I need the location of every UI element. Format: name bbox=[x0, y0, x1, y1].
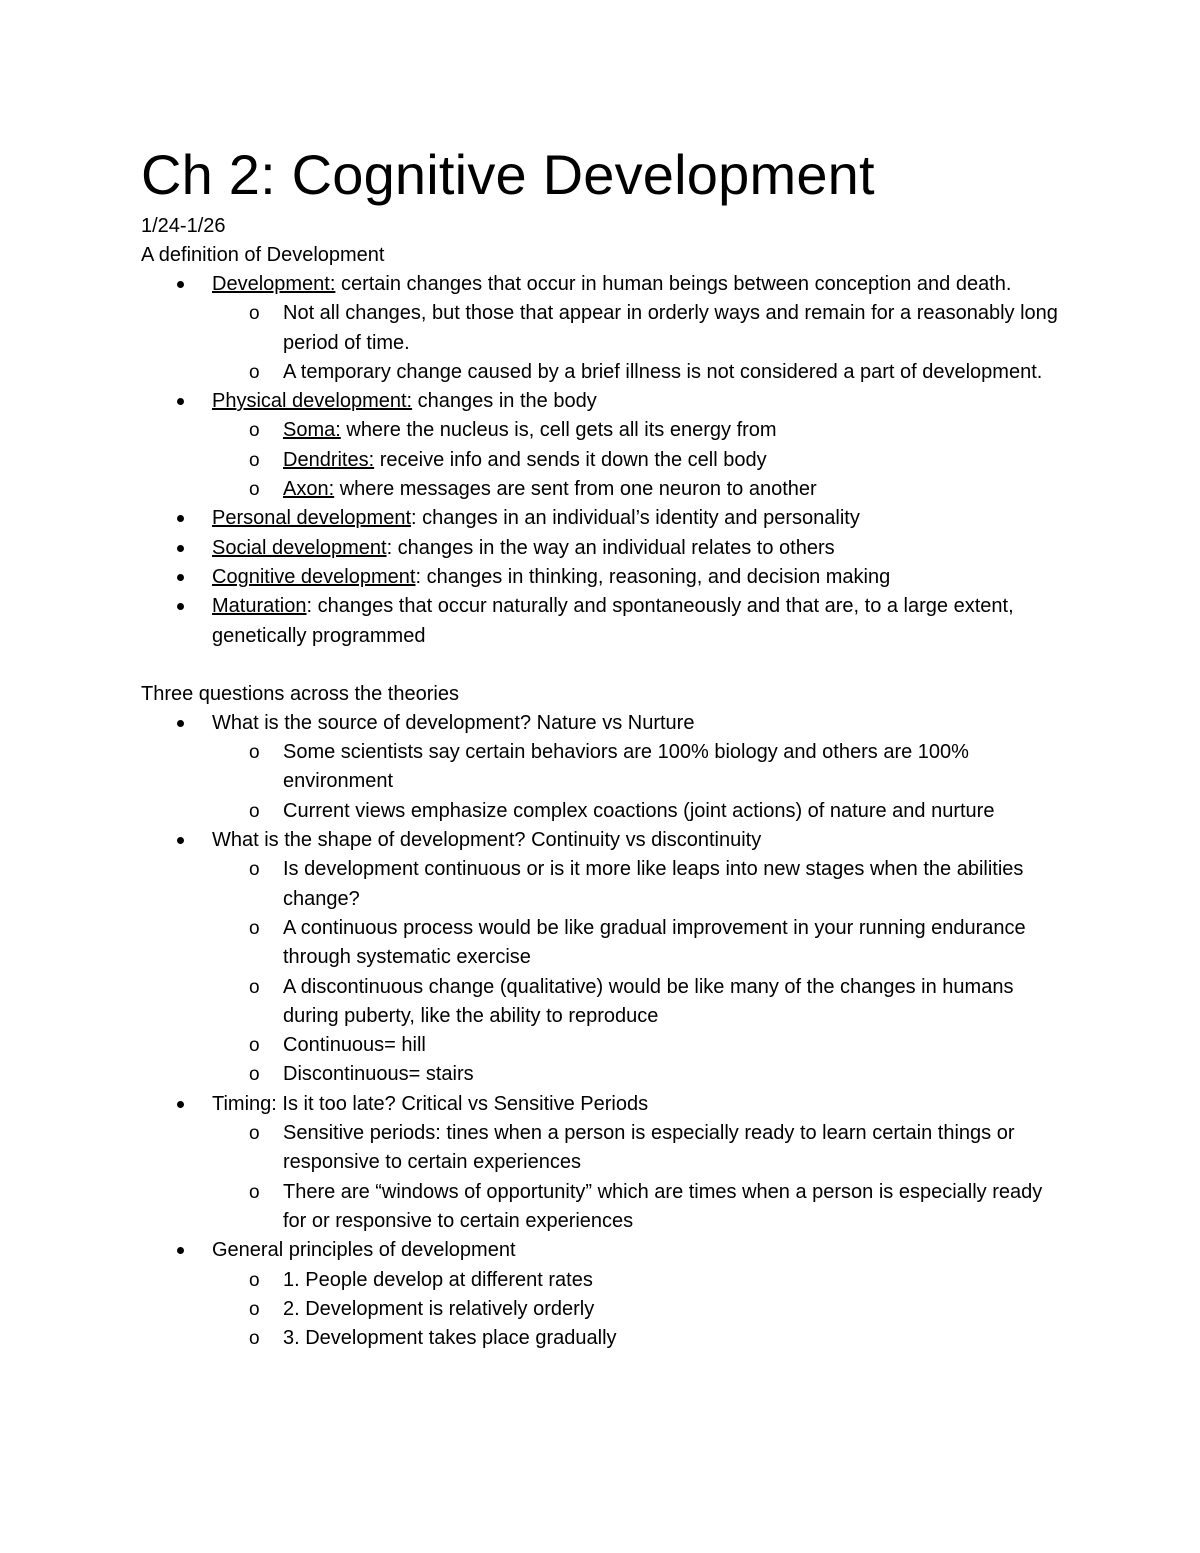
document-body bbox=[141, 140, 1061, 1353]
item-text: where the nucleus is, cell gets all its energy from bbox=[340, 419, 777, 442]
term-label: Development: bbox=[212, 273, 336, 295]
bullet-circle-icon: o bbox=[249, 303, 260, 325]
bullet-circle-icon: o bbox=[249, 742, 260, 764]
item-text: where messages are sent from one neuron to another bbox=[334, 478, 817, 501]
bullet-dot-icon bbox=[177, 1101, 184, 1108]
bullet-circle-icon: o bbox=[249, 1123, 260, 1145]
item-text: : changes in an individual’s identity and personality bbox=[411, 507, 860, 530]
bullet-circle-icon: o bbox=[249, 1269, 260, 1291]
bullet-circle-icon: o bbox=[249, 976, 260, 998]
bullet-circle-icon: o bbox=[249, 917, 260, 939]
bullet-circle-icon: o bbox=[249, 1328, 260, 1350]
bullet-item bbox=[141, 1090, 1061, 1119]
item-text: 2. Development is relatively orderly bbox=[283, 1297, 595, 1320]
item-text: Is development continuous or is it more like leaps into new stages when the abilities change? bbox=[283, 858, 1024, 910]
sub-bullet-item bbox=[141, 475, 1061, 504]
sub-bullet-item bbox=[141, 446, 1061, 475]
bullet-dot-icon bbox=[177, 837, 184, 844]
bullet-dot-icon bbox=[177, 515, 184, 522]
item-text: Sensitive periods: tines when a person is especially ready to learn certain things or responsive to certain experiences bbox=[283, 1122, 1015, 1174]
term-label: Social development bbox=[212, 536, 387, 559]
bullet-circle-icon: o bbox=[249, 361, 260, 383]
item-text: Current views emphasize complex coactions (joint actions) of nature and nurture bbox=[283, 799, 995, 822]
bullet-dot-icon bbox=[177, 574, 184, 581]
sub-bullet-item bbox=[141, 1295, 1061, 1324]
sub-bullet-item bbox=[141, 1031, 1061, 1060]
term-label: Dendrites: bbox=[283, 448, 375, 471]
item-text: certain changes that occur in human beings between conception and death. bbox=[335, 273, 1012, 295]
item-text: Continuous= hill bbox=[283, 1034, 426, 1057]
section-heading-questions: Three questions across the theories bbox=[141, 682, 459, 705]
item-text: A continuous process would be like gradual improvement in your running endurance through systematic exercise bbox=[283, 916, 1026, 969]
bullet-item bbox=[141, 387, 1061, 416]
term-label: Maturation bbox=[212, 595, 307, 618]
term-label: Axon: bbox=[283, 478, 335, 501]
bullet-item bbox=[141, 592, 1061, 651]
sub-bullet-item bbox=[141, 914, 1061, 973]
bullet-circle-icon: o bbox=[249, 420, 260, 442]
section-heading-definition: A definition of Development bbox=[141, 244, 385, 266]
sub-bullet-item bbox=[141, 797, 1061, 826]
term-label: Personal development bbox=[212, 507, 412, 530]
bullet-item bbox=[141, 563, 1061, 592]
item-text: What is the shape of development? Continuity vs discontinuity bbox=[212, 829, 762, 852]
item-text: What is the source of development? Nature vs Nurture bbox=[212, 711, 695, 734]
bullet-item bbox=[141, 504, 1061, 533]
sub-bullet-item bbox=[141, 416, 1061, 445]
sub-bullet-item bbox=[141, 855, 1061, 914]
sub-bullet-item bbox=[141, 1266, 1061, 1295]
bullet-item bbox=[141, 534, 1061, 563]
bullet-circle-icon: o bbox=[249, 800, 260, 822]
blank-line bbox=[141, 651, 1061, 680]
item-text: : changes in thinking, reasoning, and decision making bbox=[415, 565, 891, 588]
item-text: 1. People develop at different rates bbox=[283, 1268, 593, 1291]
term-label: Cognitive development bbox=[212, 565, 416, 588]
page-title: Ch 2: Cognitive Development bbox=[141, 143, 875, 206]
bullet-circle-icon: o bbox=[249, 1064, 260, 1086]
sub-bullet-item bbox=[141, 1119, 1061, 1178]
sub-bullet-item bbox=[141, 738, 1061, 797]
bullet-dot-icon bbox=[177, 281, 184, 288]
bullet-circle-icon: o bbox=[249, 1035, 260, 1057]
bullet-circle-icon: o bbox=[249, 1298, 260, 1320]
item-text: 3. Development takes place gradually bbox=[283, 1327, 617, 1350]
term-label: Soma: bbox=[283, 419, 341, 442]
item-text: Discontinuous= stairs bbox=[283, 1063, 474, 1086]
bullet-dot-icon bbox=[177, 545, 184, 552]
item-text: Some scientists say certain behaviors are 100% biology and others are 100% environment bbox=[283, 741, 969, 793]
bullet-item bbox=[141, 709, 1061, 738]
bullet-dot-icon bbox=[177, 603, 184, 610]
item-text: : changes that occur naturally and spontaneously and that are, to a large extent, genetically programmed bbox=[212, 595, 1014, 647]
item-text: A discontinuous change (qualitative) would be like many of the changes in humans during puberty, like the ability to reproduce bbox=[283, 975, 1014, 1027]
sub-bullet-item bbox=[141, 973, 1061, 1032]
bullet-dot-icon bbox=[177, 720, 184, 727]
item-text: receive info and sends it down the cell body bbox=[374, 448, 767, 471]
bullet-circle-icon: o bbox=[249, 1181, 260, 1203]
bullet-item bbox=[141, 1236, 1061, 1265]
bullet-dot-icon bbox=[177, 1247, 184, 1254]
item-text: : changes in the way an individual relates to others bbox=[386, 536, 835, 559]
bullet-circle-icon: o bbox=[249, 449, 260, 471]
item-text: There are “windows of opportunity” which are times when a person is especially ready for or responsive to certain experiences bbox=[283, 1180, 1043, 1232]
sub-bullet-item bbox=[141, 1060, 1061, 1089]
item-text: changes in the body bbox=[412, 390, 597, 413]
item-text: A temporary change caused by a brief illness is not considered a part of development. bbox=[283, 360, 1043, 383]
bullet-circle-icon: o bbox=[249, 859, 260, 881]
bullet-item bbox=[141, 826, 1061, 855]
bullet-dot-icon bbox=[177, 398, 184, 405]
term-label: Physical development: bbox=[212, 390, 413, 413]
sub-bullet-item bbox=[141, 1324, 1061, 1353]
bullet-circle-icon: o bbox=[249, 479, 260, 501]
sub-bullet-item bbox=[141, 299, 1061, 358]
sub-bullet-item bbox=[141, 1178, 1061, 1237]
bullet-item bbox=[141, 270, 1061, 299]
item-text: Not all changes, but those that appear in orderly ways and remain for a reasonably long period of time. bbox=[283, 302, 1058, 354]
sub-bullet-item bbox=[141, 358, 1061, 387]
date-range: 1/24-1/26 bbox=[141, 215, 226, 237]
definition-list bbox=[141, 270, 1061, 651]
item-text: General principles of development bbox=[212, 1239, 516, 1262]
item-text: Timing: Is it too late? Critical vs Sensitive Periods bbox=[212, 1092, 649, 1115]
questions-list bbox=[141, 709, 1061, 1354]
